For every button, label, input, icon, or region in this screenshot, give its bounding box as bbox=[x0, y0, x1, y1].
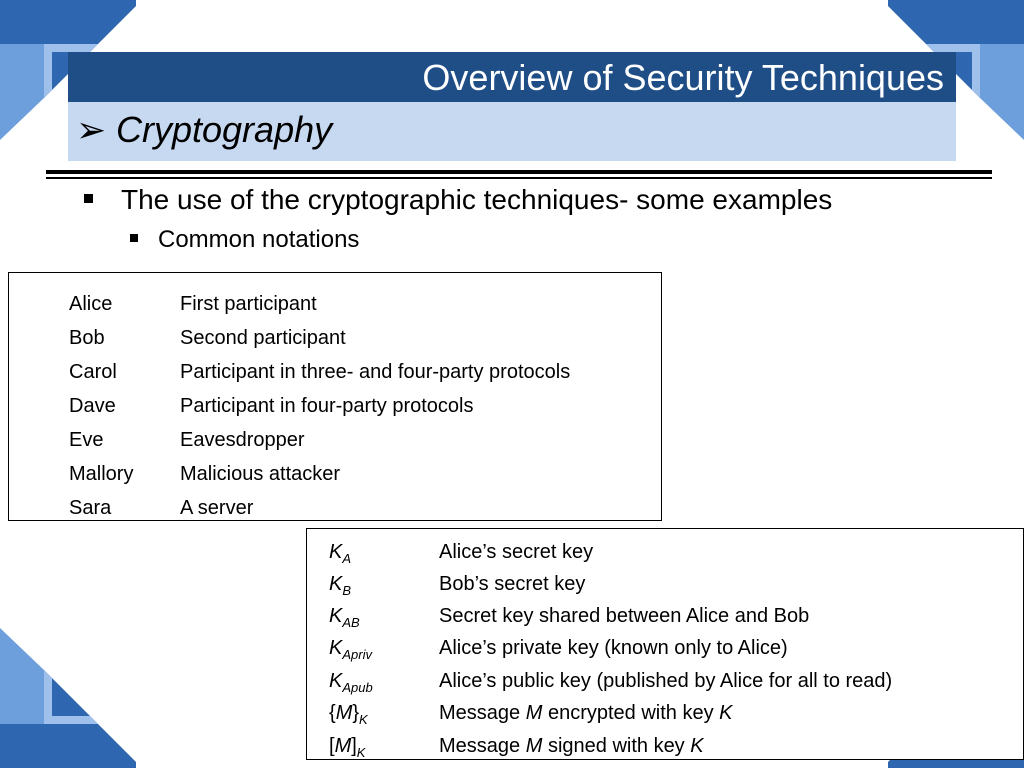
key-description: Message M encrypted with key K bbox=[439, 702, 733, 724]
bullet-level-2 bbox=[130, 224, 359, 256]
key-description: Alice’s private key (known only to Alice) bbox=[439, 637, 788, 659]
bullet-1-text: The use of the cryptographic techniques- some examples bbox=[121, 184, 833, 215]
participant-name: Dave bbox=[69, 395, 116, 417]
key-symbol: $K_A$ bbox=[329, 541, 352, 566]
bullet-level-1 bbox=[80, 182, 832, 218]
title-bar bbox=[68, 52, 956, 102]
key-description: Alice’s secret key bbox=[439, 541, 594, 563]
participant-name: Eve bbox=[69, 429, 104, 451]
participant-description: First participant bbox=[180, 293, 317, 315]
key-symbol: $K_B$ bbox=[329, 573, 352, 598]
participants-table bbox=[8, 272, 662, 521]
key-description: Message M signed with key K bbox=[439, 735, 704, 757]
participant-name: Mallory bbox=[69, 463, 134, 485]
key-description: Alice’s public key (published by Alice for all to read) bbox=[439, 670, 893, 692]
divider-thick bbox=[46, 170, 992, 174]
participant-description: Second participant bbox=[180, 327, 346, 349]
key-symbol: $K_{Apriv}$ bbox=[329, 637, 372, 662]
participant-description: Participant in three- and four-party protocols bbox=[180, 361, 571, 383]
square-bullet-icon bbox=[84, 194, 93, 203]
bullet-2-text: Common notations bbox=[158, 226, 360, 253]
participant-name: Carol bbox=[69, 361, 117, 383]
subtitle-bar bbox=[68, 102, 956, 161]
key-notation-table bbox=[306, 528, 1024, 760]
participant-description: Eavesdropper bbox=[180, 429, 305, 451]
participant-description: A server bbox=[180, 497, 254, 519]
key-symbol: $[M]_K$ bbox=[329, 735, 366, 760]
key-description: Secret key shared between Alice and Bob bbox=[439, 605, 810, 627]
arrow-bullet-icon: ➢ bbox=[76, 109, 107, 150]
participant-description: Malicious attacker bbox=[180, 463, 341, 485]
key-symbol: $\{M\}_K$ bbox=[329, 702, 368, 727]
participant-description: Participant in four-party protocols bbox=[180, 395, 474, 417]
key-symbol: $K_{AB}$ bbox=[329, 605, 360, 630]
corner-ornament-bottom-left bbox=[0, 628, 140, 768]
key-symbol: $K_{Apub}$ bbox=[329, 670, 373, 695]
participant-name: Sara bbox=[69, 497, 112, 519]
slide-title: Overview of Security Techniques bbox=[422, 57, 944, 98]
participant-name: Bob bbox=[69, 327, 105, 349]
key-description: Bob’s secret key bbox=[439, 573, 586, 595]
divider-thin bbox=[46, 177, 992, 179]
slide-subtitle: Cryptography bbox=[116, 109, 333, 150]
participant-name: Alice bbox=[69, 293, 113, 315]
square-bullet-icon bbox=[130, 234, 138, 242]
